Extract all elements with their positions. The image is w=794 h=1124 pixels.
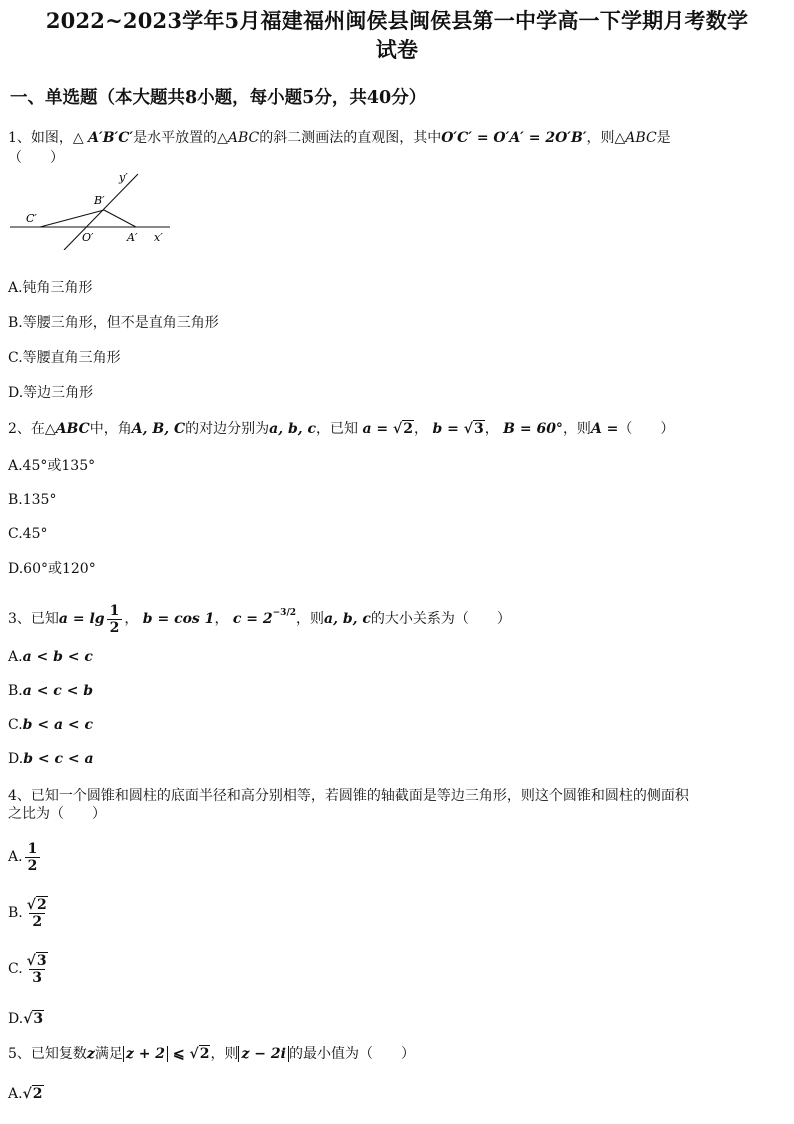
oblique-projection-figure <box>8 168 178 250</box>
label-c-prime: C′ <box>26 212 37 225</box>
q2-option-a[interactable]: A.45°或135° <box>8 458 96 474</box>
q3-option-a[interactable]: A.a < b < c <box>8 649 93 665</box>
label-x-prime: x′ <box>154 231 163 244</box>
triangle-prime-label: A′B′C′ <box>88 130 134 146</box>
question-4-line-2: 之比为（ ） <box>8 806 106 822</box>
q4-option-d[interactable]: D.√3 <box>8 1011 44 1027</box>
q2-option-b[interactable]: B.135° <box>8 492 57 508</box>
label-b-prime: B′ <box>94 194 105 207</box>
title-line-2: 试卷 <box>375 37 419 62</box>
q5-option-a[interactable]: A.√2 <box>8 1086 43 1102</box>
abs-z-minus-2i: z − 2i <box>238 1046 289 1062</box>
label-y-prime: y′ <box>119 171 128 184</box>
label-o-prime: O′ <box>82 231 94 244</box>
q4-option-a[interactable]: A. $\frac{1}{2}$ <box>8 840 42 874</box>
q2-option-c[interactable]: C.45° <box>8 526 48 542</box>
exam-title <box>14 6 780 64</box>
q4-option-b[interactable]: B. $\frac{√2}{2}$ <box>8 896 47 930</box>
q1-option-d[interactable]: D.等边三角形 <box>8 385 94 401</box>
q1-option-a[interactable]: A.钝角三角形 <box>8 280 93 296</box>
question-4-line-1: 4、已知一个圆锥和圆柱的底面半径和高分别相等，若圆锥的轴截面是等边三角形，则这个圆锥和圆柱的侧面积 <box>8 788 689 804</box>
q1-option-b[interactable]: B.等腰三角形，但不是直角三角形 <box>8 315 219 331</box>
label-a-prime: A′ <box>127 231 138 244</box>
question-5-text: 5、已知复数z满足 z + 2 ⩽ √2，则 z − 2i 的最小值为（ ） <box>8 1046 415 1062</box>
q1-equation: O′C′ = O′A′ = 2O′B′ <box>441 130 587 146</box>
q2-option-d[interactable]: D.60°或120° <box>8 561 96 577</box>
edge-ba <box>104 210 136 227</box>
q3-option-c[interactable]: C.b < a < c <box>8 717 94 733</box>
question-3-text: 3、已知a = lg $\frac{1}{2}$ ， b = cos 1， $c = 2^{-3/2}$，则a, b, c的大小关系为（ ） <box>8 602 511 636</box>
title-line-1: 2022~2023学年5月福建福州闽侯县闽侯县第一中学高一下学期月考数学 <box>45 8 749 33</box>
fraction-one-half: $\frac{1}{2}$ <box>107 603 123 636</box>
question-1-text: 1、如图，△ A′B′C′是水平放置的△ABC的斜二测画法的直观图，其中O′C′ = O′A′ = 2O′B′，则△ABC是 <box>8 130 671 146</box>
section-heading: 一、单选题（本大题共8小题，每小题5分，共40分） <box>10 88 427 108</box>
q1-option-c[interactable]: C.等腰直角三角形 <box>8 350 121 366</box>
q3-option-b[interactable]: B.a < c < b <box>8 683 94 699</box>
abs-z-plus-2: z + 2 <box>123 1046 168 1062</box>
q4-option-c[interactable]: C. $\frac{√3}{3}$ <box>8 952 47 986</box>
q3-option-d[interactable]: D.b < c < a <box>8 751 94 767</box>
question-2-text: 2、在△ABC中，角A, B, C的对边分别为a, b, c，已知 a = √2， b = √3， B = 60°，则A =（ ） <box>8 421 675 437</box>
question-1-paren: （ ） <box>8 150 64 166</box>
